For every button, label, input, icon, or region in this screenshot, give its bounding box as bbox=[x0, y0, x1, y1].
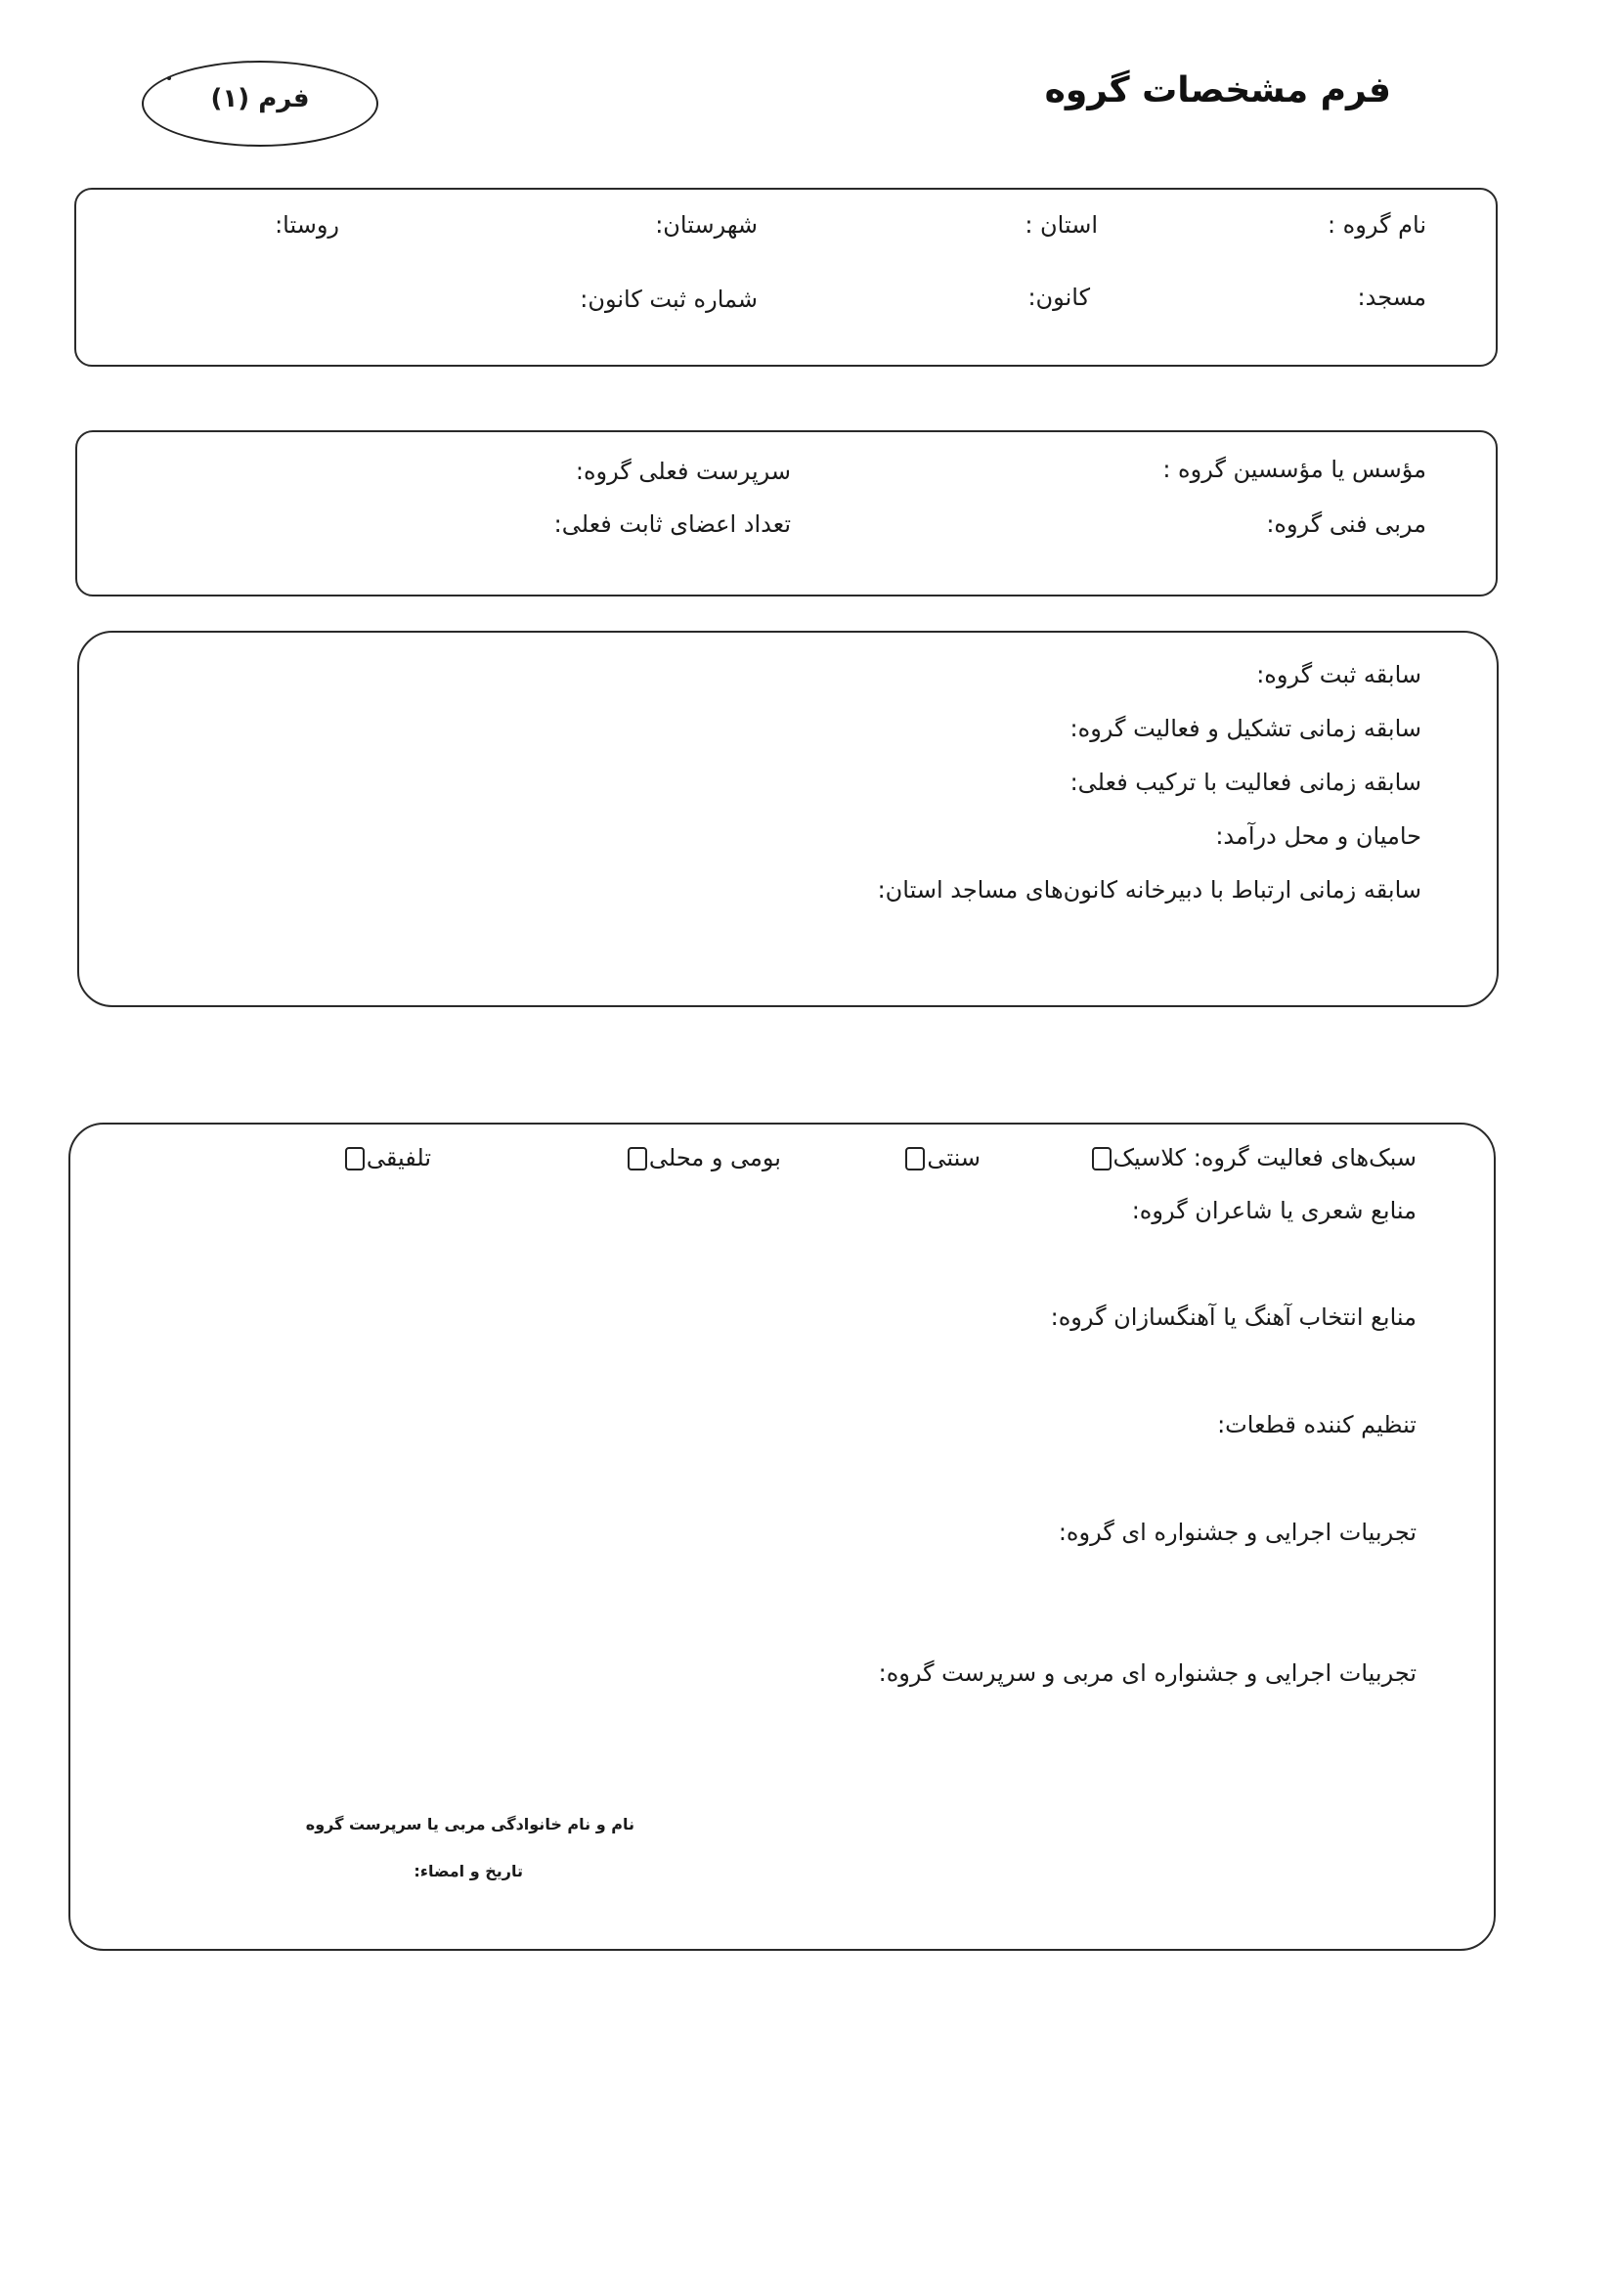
history-item[interactable]: سابقه زمانی ارتباط با دبیرخانه کانون‌های مساجد استان: bbox=[877, 876, 1421, 904]
style-classic-checkbox[interactable] bbox=[1092, 1147, 1112, 1170]
style-fusion-checkbox[interactable] bbox=[345, 1147, 365, 1170]
history-item[interactable]: حامیان و محل درآمد: bbox=[1215, 822, 1421, 850]
style-traditional-checkbox[interactable] bbox=[905, 1147, 925, 1170]
date-signature-label[interactable]: تاریخ و امضاء: bbox=[414, 1862, 523, 1880]
poetry-sources-field[interactable]: منابع شعری یا شاعران گروه: bbox=[1131, 1197, 1417, 1224]
current-supervisor-field[interactable]: سرپرست فعلی گروه: bbox=[575, 458, 791, 485]
styles-label bbox=[1090, 1144, 1417, 1171]
arranger-field[interactable]: تنظیم کننده قطعات: bbox=[1217, 1411, 1417, 1438]
group-experience-field[interactable]: تجربیات اجرایی و جشنواره ای گروه: bbox=[1058, 1519, 1417, 1546]
technical-coach-field[interactable]: مربی فنی گروه: bbox=[1266, 510, 1426, 538]
history-item[interactable]: سابقه زمانی فعالیت با ترکیب فعلی: bbox=[1069, 769, 1421, 796]
permanent-members-field[interactable]: تعداد اعضای ثابت فعلی: bbox=[553, 510, 791, 538]
group-name-field[interactable]: نام گروه : bbox=[1327, 211, 1426, 239]
history-item[interactable]: سابقه ثبت گروه: bbox=[1256, 661, 1421, 688]
form-title: فرم مشخصات گروه bbox=[1044, 70, 1391, 110]
coach-experience-field[interactable]: تجربیات اجرایی و جشنواره ای مربی و سرپرست گروه: bbox=[878, 1659, 1417, 1687]
styles-title: سبک‌های فعالیت گروه: bbox=[1193, 1144, 1417, 1171]
style-option-local[interactable] bbox=[626, 1144, 781, 1171]
center-reg-number-field[interactable]: شماره ثبت کانون: bbox=[580, 286, 758, 313]
style-option-local-label: بومی و محلی bbox=[648, 1144, 781, 1171]
style-option-traditional-label: سنتی bbox=[927, 1144, 981, 1171]
music-sources-field[interactable]: منابع انتخاب آهنگ یا آهنگسازان گروه: bbox=[1050, 1303, 1417, 1331]
province-field[interactable]: استان : bbox=[1025, 211, 1098, 239]
style-option-traditional[interactable] bbox=[903, 1144, 981, 1171]
form-number-label: فرم (۱) bbox=[210, 84, 310, 113]
style-option-classic-label: کلاسیک bbox=[1112, 1144, 1187, 1171]
mosque-field[interactable]: مسجد: bbox=[1357, 284, 1426, 311]
county-field[interactable]: شهرستان: bbox=[655, 211, 758, 239]
dot-mark bbox=[167, 76, 171, 80]
style-option-fusion-label: تلفیقی bbox=[366, 1144, 431, 1171]
village-field[interactable]: روستا: bbox=[275, 211, 339, 239]
form-number-badge bbox=[142, 61, 378, 147]
history-item[interactable]: سابقه زمانی تشکیل و فعالیت گروه: bbox=[1069, 715, 1421, 742]
center-field[interactable]: کانون: bbox=[1027, 284, 1090, 311]
founders-field[interactable]: مؤسس یا مؤسسین گروه : bbox=[1162, 456, 1426, 483]
style-option-fusion[interactable] bbox=[343, 1144, 431, 1171]
signer-name-label: نام و نام خانوادگی مربی یا سرپرست گروه bbox=[305, 1815, 634, 1833]
style-local-checkbox[interactable] bbox=[628, 1147, 647, 1170]
